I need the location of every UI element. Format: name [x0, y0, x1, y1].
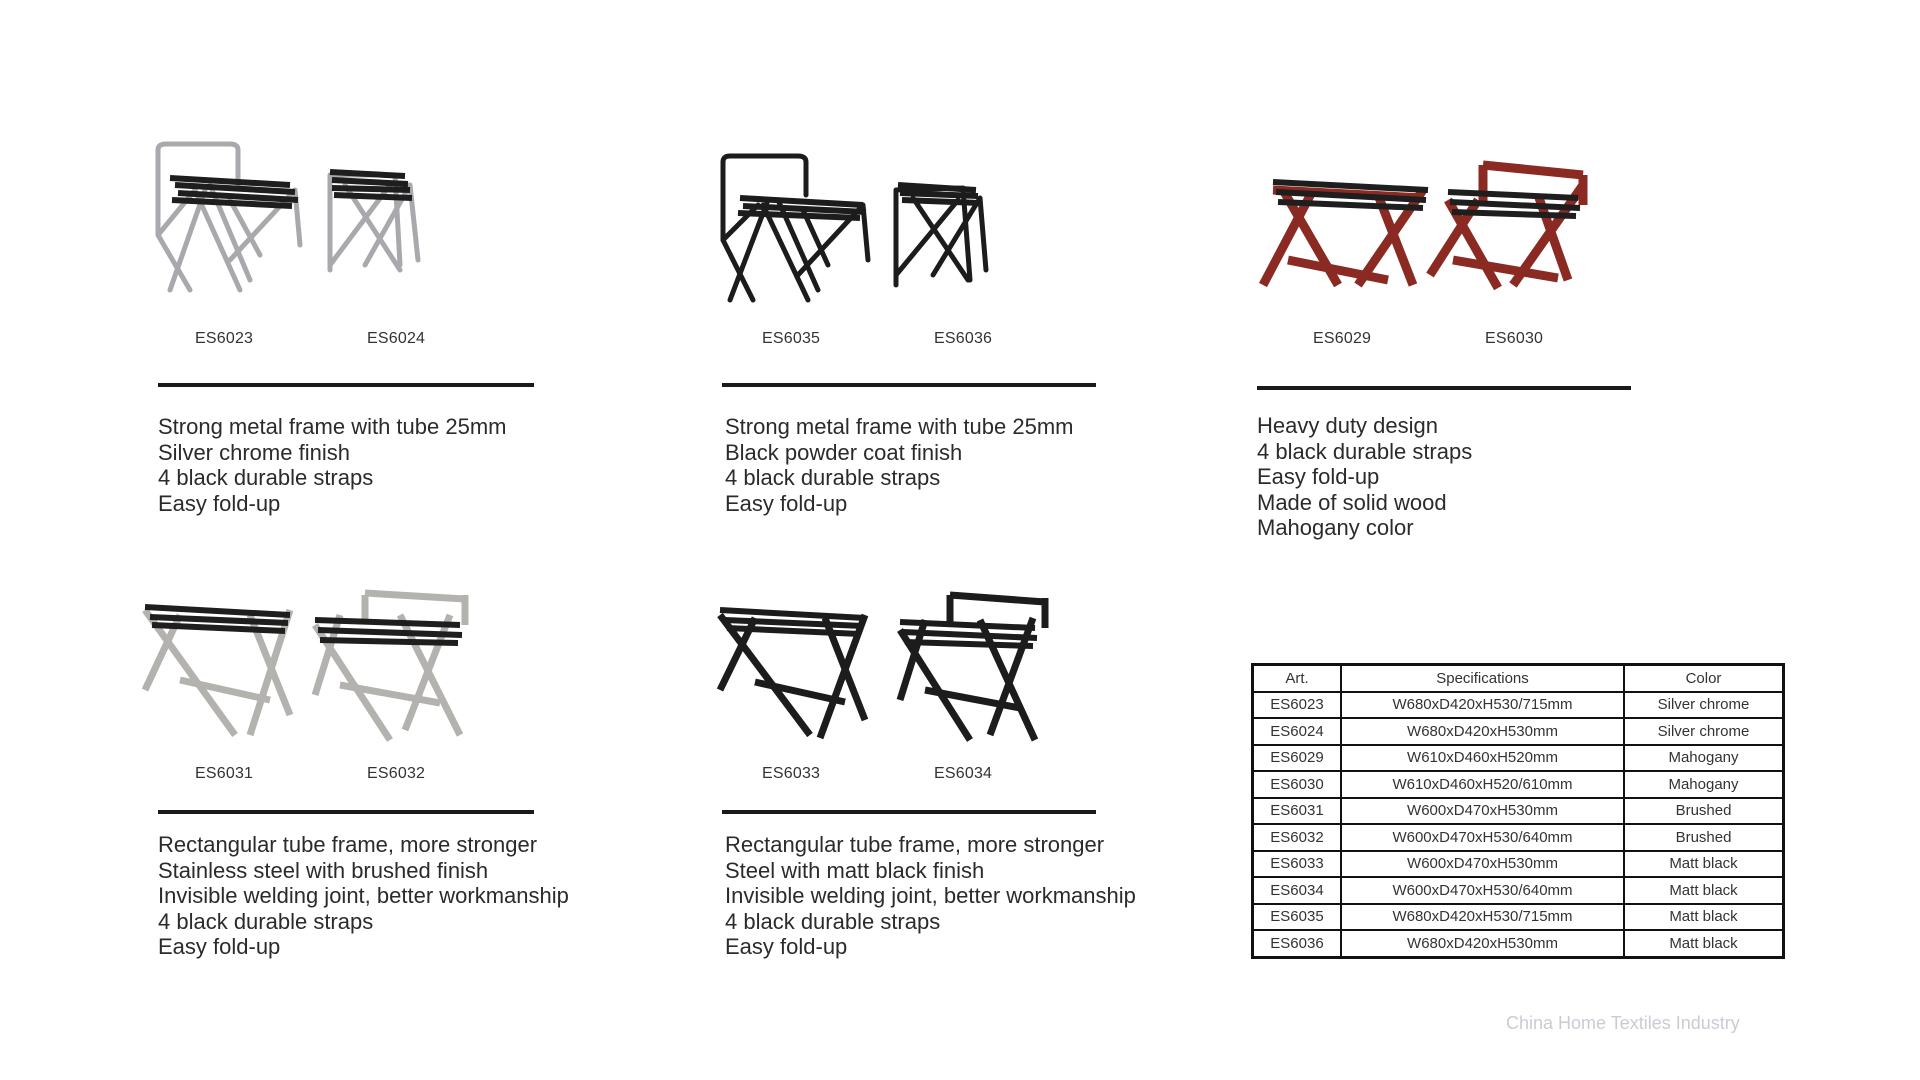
- product-code: ES6031: [195, 765, 254, 782]
- feature-line: Steel with matt black finish: [725, 857, 985, 883]
- luggage-rack-mahogany-image: [1258, 160, 1598, 325]
- footer-watermark: China Home Textiles Industry: [1506, 1013, 1740, 1033]
- table-row: [1253, 824, 1784, 851]
- divider: [722, 383, 1096, 387]
- cell-color: Matt black: [1624, 851, 1784, 878]
- cell-color: Matt black: [1624, 877, 1784, 904]
- feature-line: 4 black durable straps: [1257, 438, 1473, 464]
- divider: [1257, 386, 1631, 390]
- cell-art: ES6031: [1253, 798, 1342, 825]
- product-code: ES6034: [934, 765, 993, 782]
- cell-color: Mahogany: [1624, 771, 1784, 798]
- table-row: [1253, 851, 1784, 878]
- luggage-rack-black-image: [718, 150, 1038, 315]
- feature-line: Rectangular tube frame, more stronger: [158, 832, 538, 857]
- feature-line: Easy fold-up: [725, 490, 848, 516]
- cell-color: Brushed: [1624, 824, 1784, 851]
- table-row: [1253, 798, 1784, 825]
- table-row: [1253, 930, 1784, 957]
- luggage-rack-matt-black-image: [715, 590, 1055, 755]
- product-code: ES6023: [195, 330, 254, 347]
- feature-line: 4 black durable straps: [158, 908, 374, 934]
- luggage-rack-chrome-image: [150, 140, 470, 315]
- cell-color: Mahogany: [1624, 745, 1784, 772]
- feature-line: Strong metal frame with tube 25mm: [725, 414, 1074, 439]
- cell-color: Brushed: [1624, 798, 1784, 825]
- divider: [158, 810, 534, 814]
- cell-color: Matt black: [1624, 930, 1784, 957]
- feature-list: [158, 414, 506, 516]
- column-header-color: Color: [1624, 665, 1784, 692]
- cell-spec: W610xD460xH520mm: [1341, 745, 1624, 772]
- feature-line: Invisible welding joint, better workmanship: [725, 883, 1136, 908]
- cell-color: Silver chrome: [1624, 692, 1784, 719]
- table-row: [1253, 718, 1784, 745]
- cell-spec: W680xD420xH530mm: [1341, 930, 1624, 957]
- feature-line: Mahogany color: [1257, 515, 1414, 540]
- cell-color: Matt black: [1624, 904, 1784, 931]
- feature-line: Heavy duty design: [1257, 413, 1438, 438]
- product-code: ES6032: [367, 765, 426, 782]
- cell-spec: W680xD420xH530/715mm: [1341, 904, 1624, 931]
- feature-list: [1257, 413, 1472, 541]
- feature-line: Made of solid wood: [1257, 489, 1447, 515]
- cell-art: ES6029: [1253, 745, 1342, 772]
- cell-art: ES6033: [1253, 851, 1342, 878]
- cell-art: ES6032: [1253, 824, 1342, 851]
- product-code: ES6033: [762, 765, 821, 782]
- divider: [722, 810, 1096, 814]
- cell-spec: W680xD420xH530/715mm: [1341, 692, 1624, 719]
- column-header-specifications: Specifications: [1341, 665, 1624, 692]
- feature-line: Rectangular tube frame, more stronger: [725, 832, 1105, 857]
- table-row: [1253, 692, 1784, 719]
- feature-line: 4 black durable straps: [158, 465, 374, 490]
- feature-line: Black powder coat finish: [725, 439, 963, 465]
- feature-list: [158, 832, 569, 960]
- specification-table: [1251, 663, 1785, 959]
- feature-line: Easy fold-up: [158, 490, 281, 516]
- feature-list: [725, 832, 1136, 960]
- cell-art: ES6036: [1253, 930, 1342, 957]
- feature-list: [725, 414, 1073, 516]
- product-code: ES6024: [367, 330, 426, 347]
- feature-line: 4 black durable straps: [725, 908, 941, 934]
- product-code: ES6030: [1485, 330, 1544, 347]
- cell-spec: W680xD420xH530mm: [1341, 718, 1624, 745]
- feature-line: Stainless steel with brushed finish: [158, 857, 489, 883]
- product-code: ES6036: [934, 330, 993, 347]
- feature-line: Easy fold-up: [1257, 464, 1380, 489]
- cell-spec: W600xD470xH530mm: [1341, 851, 1624, 878]
- feature-line: Invisible welding joint, better workmanship: [158, 883, 569, 908]
- table-header-row: [1253, 665, 1784, 692]
- feature-line: Easy fold-up: [158, 934, 281, 959]
- cell-color: Silver chrome: [1624, 718, 1784, 745]
- column-header-art: Art.: [1253, 665, 1342, 692]
- luggage-rack-brushed-image: [140, 585, 480, 755]
- cell-spec: W600xD470xH530mm: [1341, 798, 1624, 825]
- feature-line: Strong metal frame with tube 25mm: [158, 414, 507, 439]
- cell-art: ES6035: [1253, 904, 1342, 931]
- feature-line: Silver chrome finish: [158, 439, 350, 465]
- cell-art: ES6030: [1253, 771, 1342, 798]
- cell-art: ES6034: [1253, 877, 1342, 904]
- feature-line: 4 black durable straps: [725, 465, 941, 490]
- cell-art: ES6024: [1253, 718, 1342, 745]
- cell-spec: W600xD470xH530/640mm: [1341, 824, 1624, 851]
- product-code: ES6029: [1313, 330, 1372, 347]
- divider: [158, 383, 534, 387]
- table-row: [1253, 745, 1784, 772]
- cell-spec: W610xD460xH520/610mm: [1341, 771, 1624, 798]
- cell-art: ES6023: [1253, 692, 1342, 719]
- table-row: [1253, 877, 1784, 904]
- table-row: [1253, 771, 1784, 798]
- product-code: ES6035: [762, 330, 821, 347]
- table-row: [1253, 904, 1784, 931]
- feature-line: Easy fold-up: [725, 934, 848, 959]
- cell-spec: W600xD470xH530/640mm: [1341, 877, 1624, 904]
